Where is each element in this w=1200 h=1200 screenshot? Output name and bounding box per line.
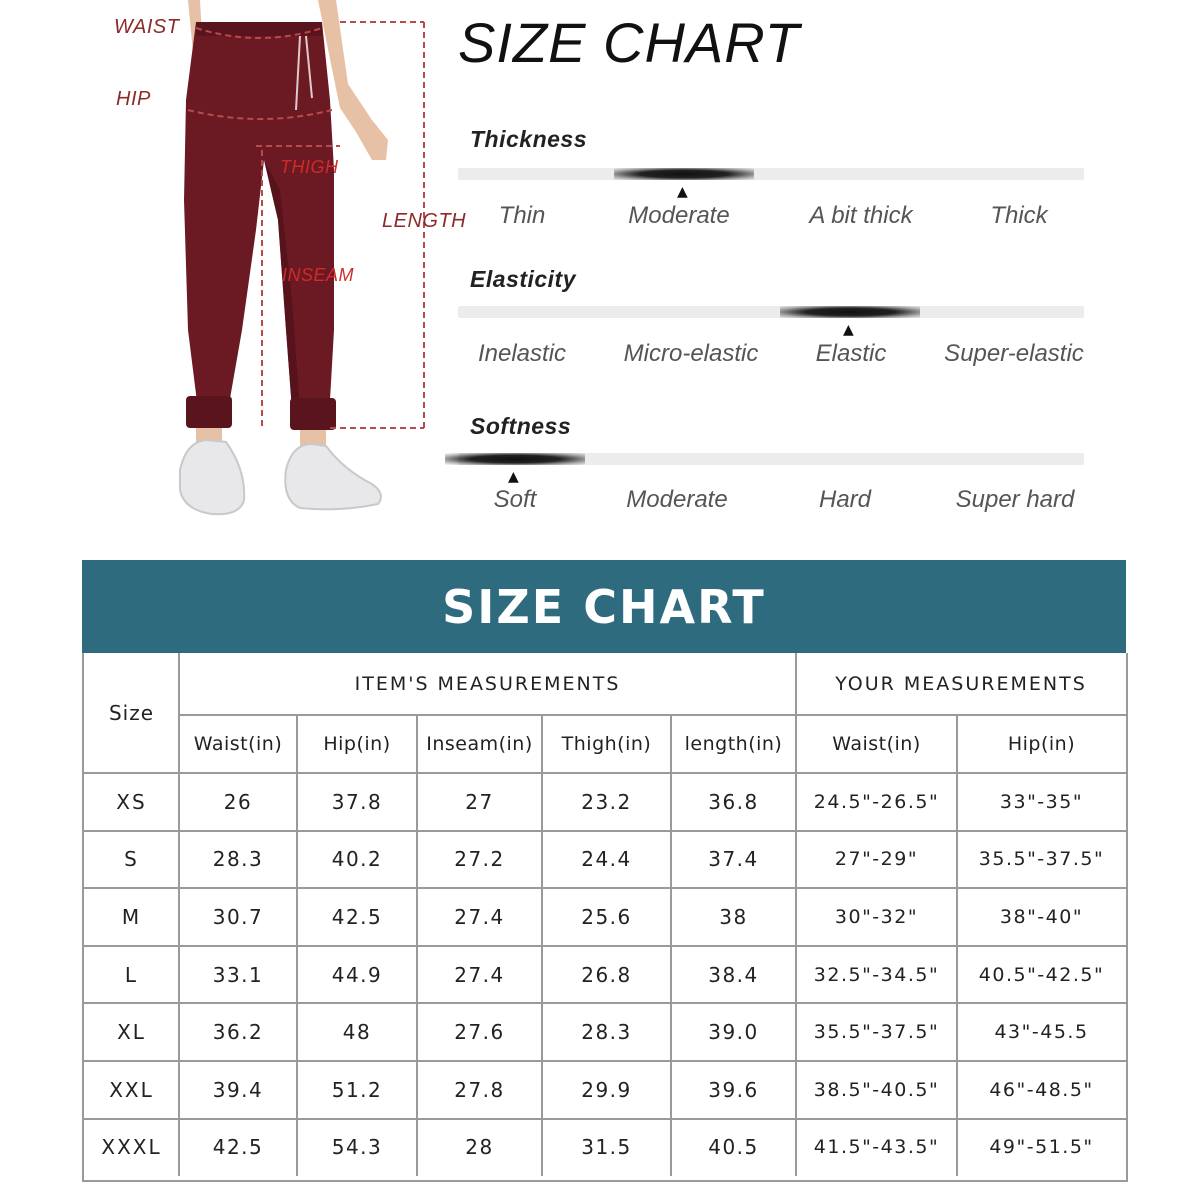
inseam-label: INSEAM: [282, 265, 355, 285]
table-cell: 38"-40": [999, 905, 1084, 928]
page-title: SIZE CHART: [458, 11, 800, 74]
pants: [184, 22, 334, 410]
table-cell: 27.2: [454, 847, 505, 872]
scale-track-thickness: [458, 168, 1084, 180]
size-label: XXXL: [101, 1135, 162, 1160]
size-label: M: [121, 904, 142, 929]
table-cell: 49"-51.5": [989, 1136, 1094, 1159]
right-shoe: [285, 444, 381, 509]
scale-option-label: Inelastic: [477, 340, 567, 367]
property-title-elasticity: Elasticity: [470, 266, 576, 292]
model-figure: [0, 0, 480, 540]
scale-option-label: Super hard: [955, 486, 1075, 513]
table-title: SIZE CHART: [82, 560, 1126, 653]
table-cell: 26.8: [581, 962, 632, 987]
table-cell: 27.4: [454, 904, 505, 929]
size-table: [82, 560, 1126, 1180]
size-label: XS: [116, 789, 147, 814]
table-cell: 35.5"-37.5": [978, 848, 1105, 871]
table-divider: [541, 715, 543, 1176]
table-divider: [84, 1060, 1126, 1062]
table-cell: 27.6: [454, 1020, 505, 1045]
table-cell: 51.2: [331, 1077, 383, 1102]
thigh-label: THIGH: [280, 157, 339, 177]
your-measurements-header: YOUR MEASUREMENTS: [835, 673, 1087, 695]
size-label: S: [124, 847, 139, 872]
table-cell: 42.5: [331, 904, 383, 929]
table-cell: 32.5"-34.5": [813, 963, 940, 986]
table-divider: [416, 715, 418, 1176]
table-divider: [84, 1002, 1126, 1004]
table-cell: 31.5: [581, 1135, 632, 1160]
left-shoe: [180, 440, 244, 514]
table-cell: 39.6: [708, 1077, 759, 1102]
scale-option-label: Micro-elastic: [623, 340, 759, 367]
table-cell: 43"-45.5: [994, 1021, 1089, 1044]
column-header: Hip(in): [323, 733, 391, 755]
table-cell: 28.3: [581, 1020, 632, 1045]
table-cell: 30"-32": [834, 905, 919, 928]
item-measurements-header: ITEM'S MEASUREMENTS: [354, 673, 621, 695]
table-grid: [82, 653, 1128, 1182]
waist-label: WAIST: [114, 16, 180, 38]
table-cell: 40.5: [708, 1135, 759, 1160]
table-cell: 38: [719, 904, 748, 929]
table-cell: 24.4: [581, 847, 632, 872]
scale-marker: [780, 306, 920, 318]
table-cell: 27.4: [454, 962, 505, 987]
scale-option-label: A bit thick: [809, 202, 913, 229]
table-cell: 27"-29": [834, 848, 919, 871]
column-header: Waist(in): [832, 733, 921, 755]
scale-track-elasticity: [458, 306, 1084, 318]
table-cell: 37.8: [331, 789, 383, 814]
table-cell: 48: [342, 1020, 372, 1045]
scale-track-softness: [458, 453, 1084, 465]
selected-arrow-icon: ▲: [508, 469, 519, 485]
table-divider: [84, 830, 1126, 832]
column-header: Hip(in): [1007, 733, 1076, 755]
table-divider: [84, 772, 1126, 774]
table-cell: 36.2: [212, 1020, 264, 1045]
table-cell: 29.9: [581, 1077, 632, 1102]
scale-marker: [445, 453, 585, 465]
table-divider: [178, 653, 180, 1176]
table-cell: 26: [223, 789, 253, 814]
table-divider: [795, 653, 797, 1176]
size-label: XXL: [109, 1077, 154, 1102]
table-cell: 44.9: [331, 962, 383, 987]
right-cuff: [290, 398, 336, 430]
left-cuff: [186, 396, 232, 428]
table-cell: 40.2: [331, 847, 383, 872]
column-header: Thigh(in): [561, 733, 652, 755]
scale-option-label: Thick: [990, 202, 1048, 229]
scale-marker: [614, 168, 754, 180]
table-cell: 25.6: [581, 904, 632, 929]
property-title-softness: Softness: [470, 413, 572, 439]
table-cell: 40.5"-42.5": [978, 963, 1105, 986]
table-divider: [670, 715, 672, 1176]
selected-arrow-icon: ▲: [843, 322, 854, 338]
table-cell: 42.5: [212, 1135, 264, 1160]
table-divider: [84, 887, 1126, 889]
table-divider: [956, 715, 958, 1176]
table-cell: 38.5"-40.5": [813, 1078, 940, 1101]
table-cell: 33.1: [212, 962, 264, 987]
size-column-header: Size: [108, 701, 155, 725]
table-cell: 39.0: [708, 1020, 759, 1045]
hip-label: HIP: [116, 88, 151, 110]
table-cell: 35.5"-37.5": [813, 1021, 940, 1044]
scale-option-label: Thin: [498, 202, 546, 229]
table-cell: 28.3: [212, 847, 264, 872]
property-title-thickness: Thickness: [470, 126, 587, 152]
scale-option-label: Soft: [493, 486, 537, 513]
column-header: Waist(in): [193, 733, 283, 755]
table-divider: [296, 715, 298, 1176]
table-divider: [179, 714, 1126, 716]
table-cell: 37.4: [708, 847, 759, 872]
size-label: XL: [117, 1020, 146, 1045]
selected-arrow-icon: ▲: [677, 184, 688, 200]
table-cell: 46"-48.5": [989, 1078, 1094, 1101]
scale-option-label: Hard: [818, 486, 872, 513]
table-cell: 27: [465, 789, 494, 814]
table-cell: 39.4: [212, 1077, 264, 1102]
table-cell: 27.8: [454, 1077, 505, 1102]
table-cell: 24.5"-26.5": [813, 790, 940, 813]
scale-option-label: Moderate: [628, 202, 730, 229]
table-cell: 36.8: [708, 789, 759, 814]
scale-option-label: Moderate: [626, 486, 728, 513]
length-label: LENGTH: [382, 210, 467, 232]
table-divider: [84, 945, 1126, 947]
column-header: Inseam(in): [426, 733, 533, 755]
table-cell: 30.7: [212, 904, 264, 929]
column-header: length(in): [684, 733, 783, 755]
table-cell: 33"-35": [999, 790, 1084, 813]
table-cell: 28: [465, 1135, 494, 1160]
table-divider: [84, 1118, 1126, 1120]
scale-option-label: Super-elastic: [944, 340, 1084, 367]
size-label: L: [124, 962, 139, 987]
model-illustration: [0, 0, 480, 540]
table-cell: 38.4: [708, 962, 759, 987]
scale-option-label: Elastic: [815, 340, 887, 367]
waistband: [196, 22, 322, 36]
table-cell: 41.5"-43.5": [813, 1136, 940, 1159]
table-cell: 23.2: [581, 789, 632, 814]
table-cell: 54.3: [331, 1135, 383, 1160]
